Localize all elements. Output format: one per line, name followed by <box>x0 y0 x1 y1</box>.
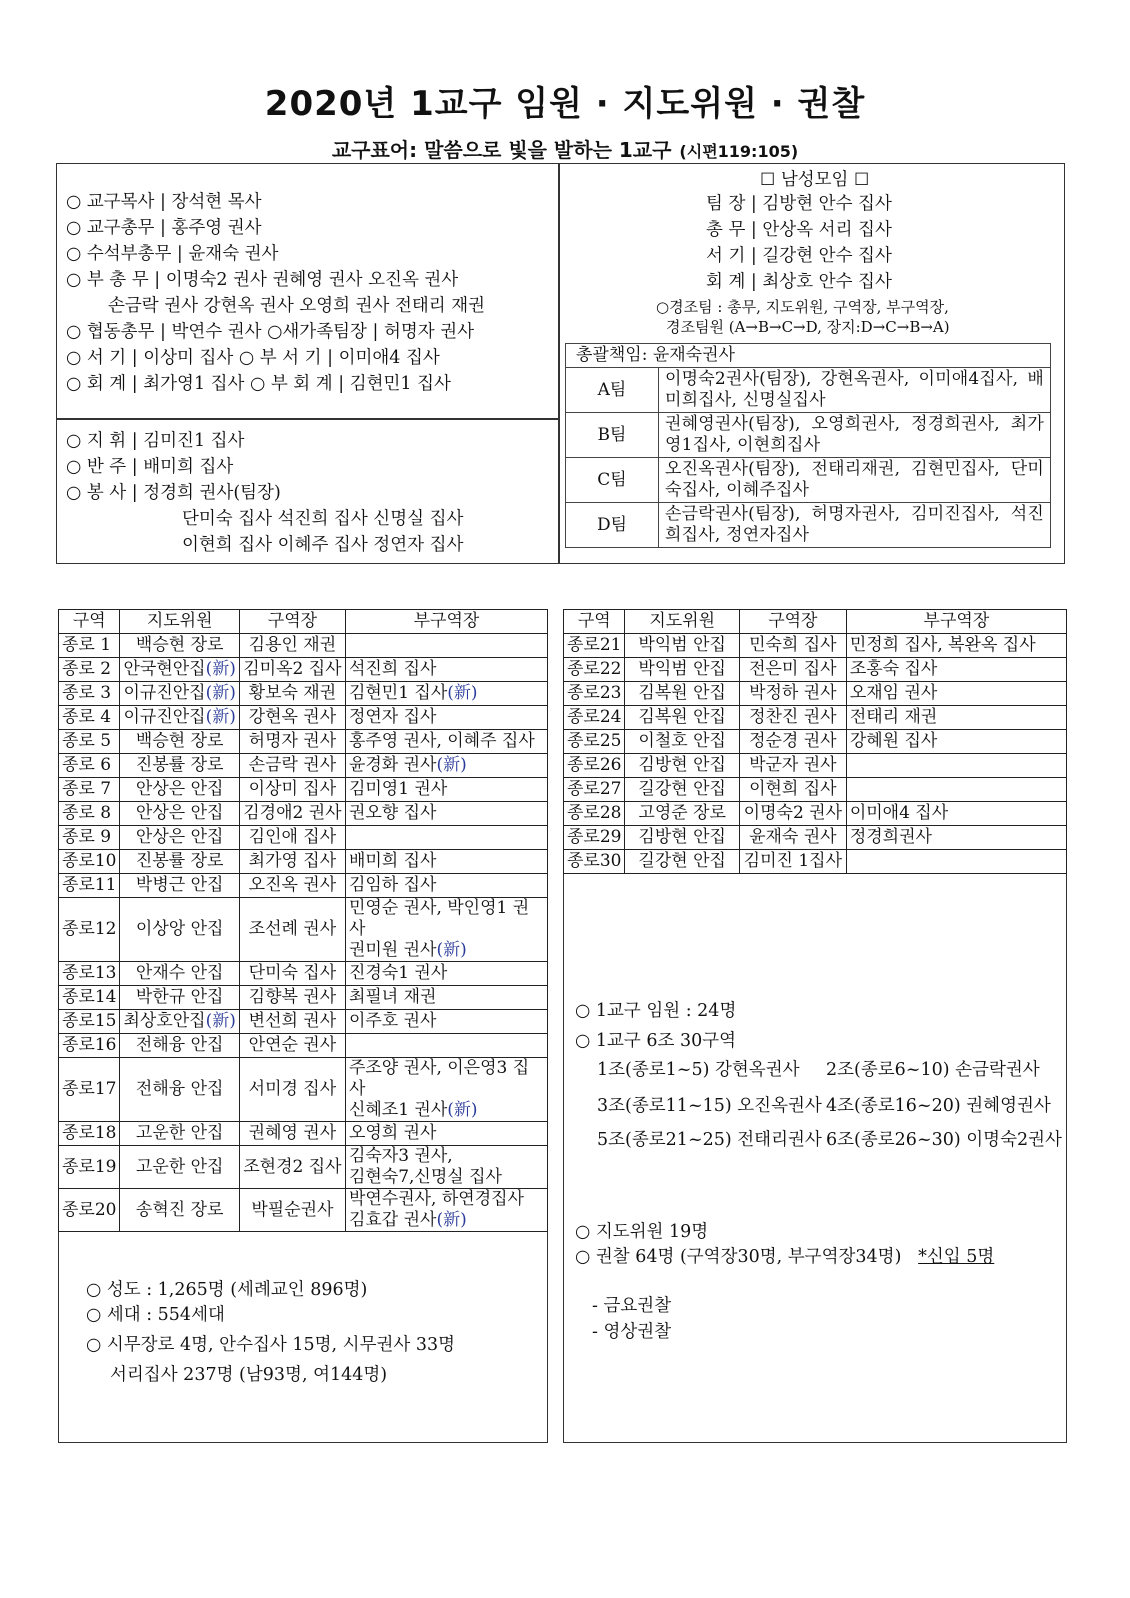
col-header-zone: 구역 <box>564 610 625 634</box>
leader-cell: 오진옥 권사 <box>239 874 345 898</box>
leader-cell: 안연순 권사 <box>239 1034 345 1058</box>
table-header-row <box>59 610 548 634</box>
zone-cell: 종로21 <box>564 634 625 658</box>
summary-households: ○ 세대 : 554세대 <box>86 1305 225 1325</box>
zone-cell: 종로 7 <box>59 778 120 802</box>
advisor-cell: 김복원 안집 <box>625 706 739 730</box>
zone-cell: 종로30 <box>564 850 625 874</box>
col-header-subleader: 부구역장 <box>345 610 547 634</box>
table-row <box>59 986 548 1010</box>
team-row <box>566 368 1051 413</box>
zone-cell: 종로19 <box>59 1146 120 1189</box>
advisor-cell: 길강현 안집 <box>625 850 739 874</box>
table-row <box>59 1146 548 1189</box>
officer-line: ○ 협동총무 | 박연수 권사 ○새가족팀장 | 허명자 권사 <box>66 322 475 342</box>
col-header-leader: 구역장 <box>739 610 846 634</box>
group-line: 6조(종로26~30) 이명숙2권사 <box>826 1130 1062 1150</box>
advisor-cell: 안상은 안집 <box>120 826 239 850</box>
col-header-subleader: 부구역장 <box>846 610 1066 634</box>
subleader-cell: 오영희 권사 <box>345 1122 547 1146</box>
new-mark: (新) <box>205 1011 236 1031</box>
subleader-cell: 홍주영 권사, 이혜주 집사 <box>345 730 547 754</box>
table-header-row <box>564 610 1067 634</box>
subleader-cell <box>846 754 1066 778</box>
list-item: - 영상권찰 <box>592 1322 672 1342</box>
subleader-cell: 최필녀 재권 <box>345 986 547 1010</box>
subleader-cell: 김미영1 권사 <box>345 778 547 802</box>
subleader-cell: 김숙자3 권사, 김현숙7,신명실 집사 <box>345 1146 547 1189</box>
leader-cell: 김경애2 권사 <box>239 802 345 826</box>
table-row <box>59 1189 548 1232</box>
table-row <box>564 658 1067 682</box>
table-row <box>564 778 1067 802</box>
advisor-cell: 김방현 안집 <box>625 754 739 778</box>
men-group-line: 총 무 | 안상옥 서리 집사 <box>706 220 892 240</box>
subleader-cell: 배미희 집사 <box>345 850 547 874</box>
table-row <box>564 682 1067 706</box>
leader-cell: 정찬진 권사 <box>739 706 846 730</box>
ministry-line: ○ 봉 사 | 정경희 권사(팀장) <box>66 483 281 503</box>
leader-cell: 김향복 권사 <box>239 986 345 1010</box>
officers-divider-horizontal <box>56 418 559 420</box>
leader-cell: 이명숙2 권사 <box>739 802 846 826</box>
table-row <box>59 778 548 802</box>
team-members: 오진옥권사(팀장), 전태리재권, 김현민집사, 단미숙집사, 이혜주집사 <box>659 458 1051 503</box>
zone-cell: 종로26 <box>564 754 625 778</box>
team-name: C팀 <box>566 458 659 503</box>
col-header-leader: 구역장 <box>239 610 345 634</box>
leader-cell: 이현희 집사 <box>739 778 846 802</box>
advisor-cell: 안상은 안집 <box>120 802 239 826</box>
summary-members: ○ 성도 : 1,265명 (세례교인 896명) <box>86 1280 368 1300</box>
condolence-order-line: 경조팀원 (A→B→C→D, 장지:D→C→B→A) <box>666 318 950 336</box>
list-item: - 금요권찰 <box>592 1296 672 1316</box>
leader-cell: 변선희 권사 <box>239 1010 345 1034</box>
zone-cell: 종로17 <box>59 1058 120 1122</box>
subleader-cell: 전태리 재권 <box>846 706 1066 730</box>
zone-cell: 종로 8 <box>59 802 120 826</box>
officer-line: ○ 회 계 | 최가영1 집사 ○ 부 회 계 | 김현민1 집사 <box>66 374 451 394</box>
ministry-line: 이현희 집사 이혜주 집사 정연자 집사 <box>182 535 464 555</box>
leader-cell: 김인애 집사 <box>239 826 345 850</box>
leader-cell: 강현옥 권사 <box>239 706 345 730</box>
leader-cell: 전은미 집사 <box>739 658 846 682</box>
advisor-cell: 전해융 안집 <box>120 1034 239 1058</box>
subleader-cell: 주조양 권사, 이은영3 집사 신혜조1 권사(新) <box>345 1058 547 1122</box>
table-row <box>59 1122 548 1146</box>
advisor-cell: 박익범 안집 <box>625 658 739 682</box>
summary-groups: ○ 1교구 6조 30구역 <box>575 1031 737 1051</box>
table-row <box>564 706 1067 730</box>
group-line: 1조(종로1~5) 강현옥권사 <box>597 1060 800 1080</box>
leader-cell: 민숙희 집사 <box>739 634 846 658</box>
zone-cell: 종로16 <box>59 1034 120 1058</box>
men-group-line: 서 기 | 길강현 안수 집사 <box>706 246 892 266</box>
advisor-cell: 이규진안집(新) <box>120 682 239 706</box>
page-title: 2020년 1교구 임원 · 지도위원 · 권찰 <box>264 84 866 124</box>
new-mark: (新) <box>205 659 236 679</box>
table-row <box>59 1010 548 1034</box>
table-row <box>59 754 548 778</box>
leader-cell: 이상미 집사 <box>239 778 345 802</box>
group-line: 2조(종로6~10) 손금락권사 <box>826 1060 1040 1080</box>
advisor-cell: 전해융 안집 <box>120 1058 239 1122</box>
officers-divider-vertical <box>558 163 560 564</box>
new-mark: (新) <box>436 1210 467 1230</box>
col-header-zone: 구역 <box>59 610 120 634</box>
table-row <box>564 754 1067 778</box>
advisor-cell: 고운한 안집 <box>120 1122 239 1146</box>
subleader-cell: 박연수권사, 하연경집사 김효갑 권사(新) <box>345 1189 547 1232</box>
team-name: A팀 <box>566 368 659 413</box>
leader-cell: 박군자 권사 <box>739 754 846 778</box>
leader-cell: 김용인 재권 <box>239 634 345 658</box>
zone-cell: 종로 2 <box>59 658 120 682</box>
advisor-cell: 이규진안집(新) <box>120 706 239 730</box>
subleader-cell: 정연자 집사 <box>345 706 547 730</box>
advisor-cell: 김복원 안집 <box>625 682 739 706</box>
group-line: 3조(종로11~15) 오진옥권사 <box>597 1096 822 1116</box>
table-row <box>59 898 548 962</box>
zone-cell: 종로 5 <box>59 730 120 754</box>
zone-cell: 종로23 <box>564 682 625 706</box>
leader-cell: 박정하 권사 <box>739 682 846 706</box>
advisor-cell: 안상은 안집 <box>120 778 239 802</box>
group-line: 4조(종로16~20) 권혜영권사 <box>826 1096 1051 1116</box>
subleader-cell: 정경희권사 <box>846 826 1066 850</box>
new-mark: (新) <box>447 683 478 703</box>
team-members: 이명숙2권사(팀장), 강현옥권사, 이미애4집사, 배미희집사, 신명실집사 <box>659 368 1051 413</box>
team-name: B팀 <box>566 413 659 458</box>
advisor-cell: 송혁진 장로 <box>120 1189 239 1232</box>
zone-cell: 종로15 <box>59 1010 120 1034</box>
teams-header: 총괄책임: 윤재숙권사 <box>566 344 1051 368</box>
advisor-cell: 박병근 안집 <box>120 874 239 898</box>
team-row <box>566 458 1051 503</box>
advisor-cell: 고운한 안집 <box>120 1146 239 1189</box>
officer-line: ○ 수석부총무 | 윤재숙 권사 <box>66 244 279 264</box>
subleader-cell: 오재임 권사 <box>846 682 1066 706</box>
table-row <box>59 850 548 874</box>
table-row <box>59 730 548 754</box>
summary-advisors: ○ 지도위원 19명 <box>575 1222 709 1242</box>
advisor-cell: 이철호 안집 <box>625 730 739 754</box>
summary-kwonchal: ○ 권찰 64명 (구역장30명, 부구역장34명) *신입 5명 <box>575 1247 995 1267</box>
leader-cell: 윤재숙 권사 <box>739 826 846 850</box>
table-row <box>59 874 548 898</box>
advisor-cell: 길강현 안집 <box>625 778 739 802</box>
advisor-cell: 박한규 안집 <box>120 986 239 1010</box>
advisor-cell: 진봉률 장로 <box>120 850 239 874</box>
ministry-line: ○ 반 주 | 배미희 집사 <box>66 457 234 477</box>
leader-cell: 김미옥2 집사 <box>239 658 345 682</box>
table-row <box>59 1034 548 1058</box>
zone-cell: 종로 9 <box>59 826 120 850</box>
summary-offices: ○ 시무장로 4명, 안수집사 15명, 시무권사 33명 <box>86 1335 456 1355</box>
summary-deacons: 서리집사 237명 (남93명, 여144명) <box>110 1365 388 1385</box>
subleader-cell <box>345 826 547 850</box>
officer-line: ○ 교구총무 | 홍주영 권사 <box>66 218 262 238</box>
table-row <box>564 634 1067 658</box>
group-line: 5조(종로21~25) 전태리권사 <box>597 1130 822 1150</box>
teams-header-row <box>566 344 1051 368</box>
leader-cell: 허명자 권사 <box>239 730 345 754</box>
subleader-cell: 조홍숙 집사 <box>846 658 1066 682</box>
men-group-line: 회 계 | 최상호 안수 집사 <box>706 272 892 292</box>
subleader-cell: 이주호 권사 <box>345 1010 547 1034</box>
leader-cell: 권혜영 권사 <box>239 1122 345 1146</box>
officer-line: ○ 교구목사 | 장석현 목사 <box>66 192 262 212</box>
leader-cell: 정순경 권사 <box>739 730 846 754</box>
men-group-line: 팀 장 | 김방현 안수 집사 <box>706 194 892 214</box>
square-icon: ☐ <box>760 170 776 190</box>
motto-reference: (시편119:105) <box>679 142 799 161</box>
new-mark: (新) <box>436 940 467 960</box>
advisor-cell: 고영준 장로 <box>625 802 739 826</box>
zone-cell: 종로25 <box>564 730 625 754</box>
new-mark: (新) <box>205 683 236 703</box>
leader-cell: 서미경 집사 <box>239 1058 345 1122</box>
subleader-cell: 윤경화 권사(新) <box>345 754 547 778</box>
new-mark: (新) <box>205 707 236 727</box>
advisor-cell: 김방현 안집 <box>625 826 739 850</box>
team-row <box>566 413 1051 458</box>
zone-cell: 종로10 <box>59 850 120 874</box>
zone-cell: 종로 4 <box>59 706 120 730</box>
leader-cell: 조선례 권사 <box>239 898 345 962</box>
zone-cell: 종로13 <box>59 962 120 986</box>
table-row <box>59 962 548 986</box>
table-row <box>59 802 548 826</box>
advisor-cell: 백승현 장로 <box>120 634 239 658</box>
zone-cell: 종로20 <box>59 1189 120 1232</box>
col-header-advisor: 지도위원 <box>120 610 239 634</box>
table-row <box>564 850 1067 874</box>
table-row <box>59 634 548 658</box>
zone-cell: 종로22 <box>564 658 625 682</box>
table-row <box>59 1058 548 1122</box>
zone-cell: 종로27 <box>564 778 625 802</box>
subleader-cell: 석진희 집사 <box>345 658 547 682</box>
advisor-cell: 최상호안집(新) <box>120 1010 239 1034</box>
new-mark: (新) <box>447 1100 478 1120</box>
subleader-cell: 김임하 집사 <box>345 874 547 898</box>
zone-cell: 종로28 <box>564 802 625 826</box>
zone-cell: 종로 6 <box>59 754 120 778</box>
leader-cell: 황보숙 재권 <box>239 682 345 706</box>
subleader-cell: 이미애4 집사 <box>846 802 1066 826</box>
advisor-cell: 이상앙 안집 <box>120 898 239 962</box>
leader-cell: 박필순권사 <box>239 1189 345 1232</box>
team-members: 손금락권사(팀장), 허명자권사, 김미진집사, 석진희집사, 정연자집사 <box>659 503 1051 548</box>
zone-cell: 종로18 <box>59 1122 120 1146</box>
zone-table-left <box>58 609 548 1232</box>
new-mark: (新) <box>436 755 467 775</box>
leader-cell: 손금락 권사 <box>239 754 345 778</box>
subleader-cell: 민영순 권사, 박인영1 권사 권미원 권사(新) <box>345 898 547 962</box>
advisor-cell: 안재수 안집 <box>120 962 239 986</box>
subleader-cell <box>846 850 1066 874</box>
new-count: *신입 5명 <box>918 1247 995 1267</box>
zone-cell: 종로 3 <box>59 682 120 706</box>
subleader-cell: 권오향 집사 <box>345 802 547 826</box>
condolence-team-line: ○경조팀 : 총무, 지도위원, 구역장, 부구역장, <box>656 298 949 316</box>
advisor-cell: 안국현안집(新) <box>120 658 239 682</box>
subleader-cell <box>345 1034 547 1058</box>
zone-cell: 종로 1 <box>59 634 120 658</box>
table-row <box>564 802 1067 826</box>
col-header-advisor: 지도위원 <box>625 610 739 634</box>
subleader-cell: 강혜원 집사 <box>846 730 1066 754</box>
officer-line: 손금락 권사 강현옥 권사 오영희 권사 전태리 재권 <box>108 296 486 316</box>
subleader-cell: 김현민1 집사(新) <box>345 682 547 706</box>
motto: 교구표어: 말씀으로 빛을 발하는 1교구 <box>331 138 672 162</box>
team-row <box>566 503 1051 548</box>
subleader-cell: 진경숙1 권사 <box>345 962 547 986</box>
table-row <box>59 682 548 706</box>
men-group-heading: ☐ 남성모임 ☐ <box>760 170 870 190</box>
ministry-line: 단미숙 집사 석진희 집사 신명실 집사 <box>182 509 464 529</box>
advisor-cell: 진봉률 장로 <box>120 754 239 778</box>
leader-cell: 조현경2 집사 <box>239 1146 345 1189</box>
zone-cell: 종로11 <box>59 874 120 898</box>
table-row <box>59 826 548 850</box>
condolence-teams-table <box>565 343 1051 548</box>
officer-line: ○ 부 총 무 | 이명숙2 권사 권혜영 권사 오진옥 권사 <box>66 270 459 290</box>
zone-cell: 종로12 <box>59 898 120 962</box>
subleader-cell <box>345 634 547 658</box>
square-icon: ☐ <box>854 170 870 190</box>
table-row <box>564 730 1067 754</box>
table-row <box>59 658 548 682</box>
table-row <box>564 826 1067 850</box>
officer-line: ○ 서 기 | 이상미 집사 ○ 부 서 기 | 이미애4 집사 <box>66 348 440 368</box>
zone-table-right <box>563 609 1067 874</box>
leader-cell: 단미숙 집사 <box>239 962 345 986</box>
team-name: D팀 <box>566 503 659 548</box>
team-members: 권혜영권사(팀장), 오영희권사, 정경희권사, 최가영1집사, 이현희집사 <box>659 413 1051 458</box>
page-subtitle <box>0 134 1130 163</box>
leader-cell: 김미진 1집사 <box>739 850 846 874</box>
zone-cell: 종로29 <box>564 826 625 850</box>
subleader-cell: 민정희 집사, 복완옥 집사 <box>846 634 1066 658</box>
summary-officer-count: ○ 1교구 임원 : 24명 <box>575 1001 737 1021</box>
table-row <box>59 706 548 730</box>
advisor-cell: 박익범 안집 <box>625 634 739 658</box>
subleader-cell <box>846 778 1066 802</box>
leader-cell: 최가영 집사 <box>239 850 345 874</box>
zone-cell: 종로14 <box>59 986 120 1010</box>
advisor-cell: 백승현 장로 <box>120 730 239 754</box>
ministry-line: ○ 지 휘 | 김미진1 집사 <box>66 431 245 451</box>
zone-cell: 종로24 <box>564 706 625 730</box>
